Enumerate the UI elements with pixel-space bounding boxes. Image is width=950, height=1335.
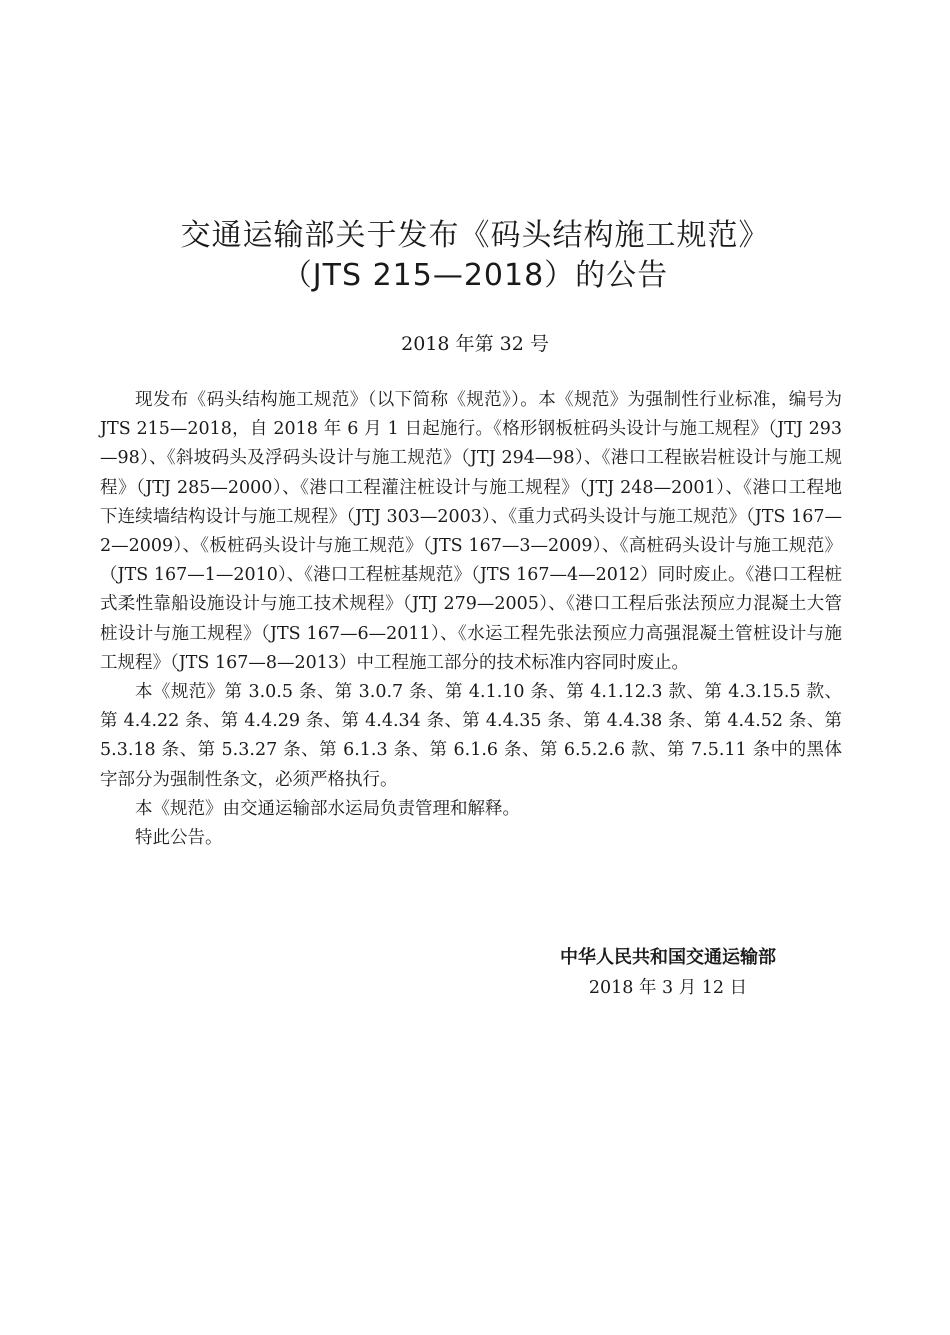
announcement-title-line2: （JTS 215—2018）的公告 bbox=[281, 258, 669, 293]
signing-organization: 中华人民共和国交通运输部 bbox=[560, 947, 776, 968]
paragraph-management: 本《规范》由交通运输部水运局负责管理和解释。 bbox=[135, 798, 520, 819]
paragraph-closing: 特此公告。 bbox=[135, 828, 223, 849]
announcement-title-line1: 交通运输部关于发布《码头结构施工规范》 bbox=[180, 218, 770, 253]
signing-date: 2018 年 3 月 12 日 bbox=[588, 978, 748, 998]
paragraph-publication: 现发布《码头结构施工规范》（以下简称《规范》）。本《规范》为强制性行业标准，编号为 JTS 215—2018，自 2018 年 6 月 1 日起施行。《格形钢板桩码头设计与施工规程》（JTJ 293—98）、《斜坡码头及浮码头设计与施工规范》（JTJ 294—98）、《港口工程嵌岩桩设计与施工规程》（JTJ 285—2000）、《港口工程灌注桩设计与施工规程》（JTJ 248—2001）、《港口工程地下连续墙结构设计与施工规程》（JTJ 303—2003）、《重力式码头设计与施工规范》（JTS 167—2—2009）、《板桩码头设计与施工规范》（JTS 167—3—2009）、《高桩码头设计与施工规范》（JTS 167—1—2010）、《港口工程桩基规范》（JTS 167—4—2012）同时废止。《港口工程桩式柔性靠船设施设计与施工技术规程》（JTJ 279—2005）、《港口工程后张法预应力混凝土大管桩设计与施工规程》（JTS 167—6—2011）、《水运工程先张法预应力高强混凝土管桩设计与施工规程》（JTS 167—8—2013）中工程施工部分的技术标准内容同时废止。 bbox=[100, 390, 842, 673]
issue-number: 2018 年第 32 号 bbox=[401, 333, 549, 355]
paragraph-mandatory-clauses: 本《规范》第 3.0.5 条、第 3.0.7 条、第 4.1.10 条、第 4.1.12.3 款、第 4.3.15.5 款、第 4.4.22 条、第 4.4.29 条、第 4.4.34 条、第 4.4.35 条、第 4.4.38 条、第 4.4.52 条、第 5.3.18 条、第 5.3.27 条、第 6.1.3 条、第 6.1.6 条、第 6.5.2.6 款、第 7.5.11 条中的黑体字部分为强制性条文，必须严格执行。 bbox=[100, 682, 842, 790]
announcement-body bbox=[100, 386, 842, 853]
